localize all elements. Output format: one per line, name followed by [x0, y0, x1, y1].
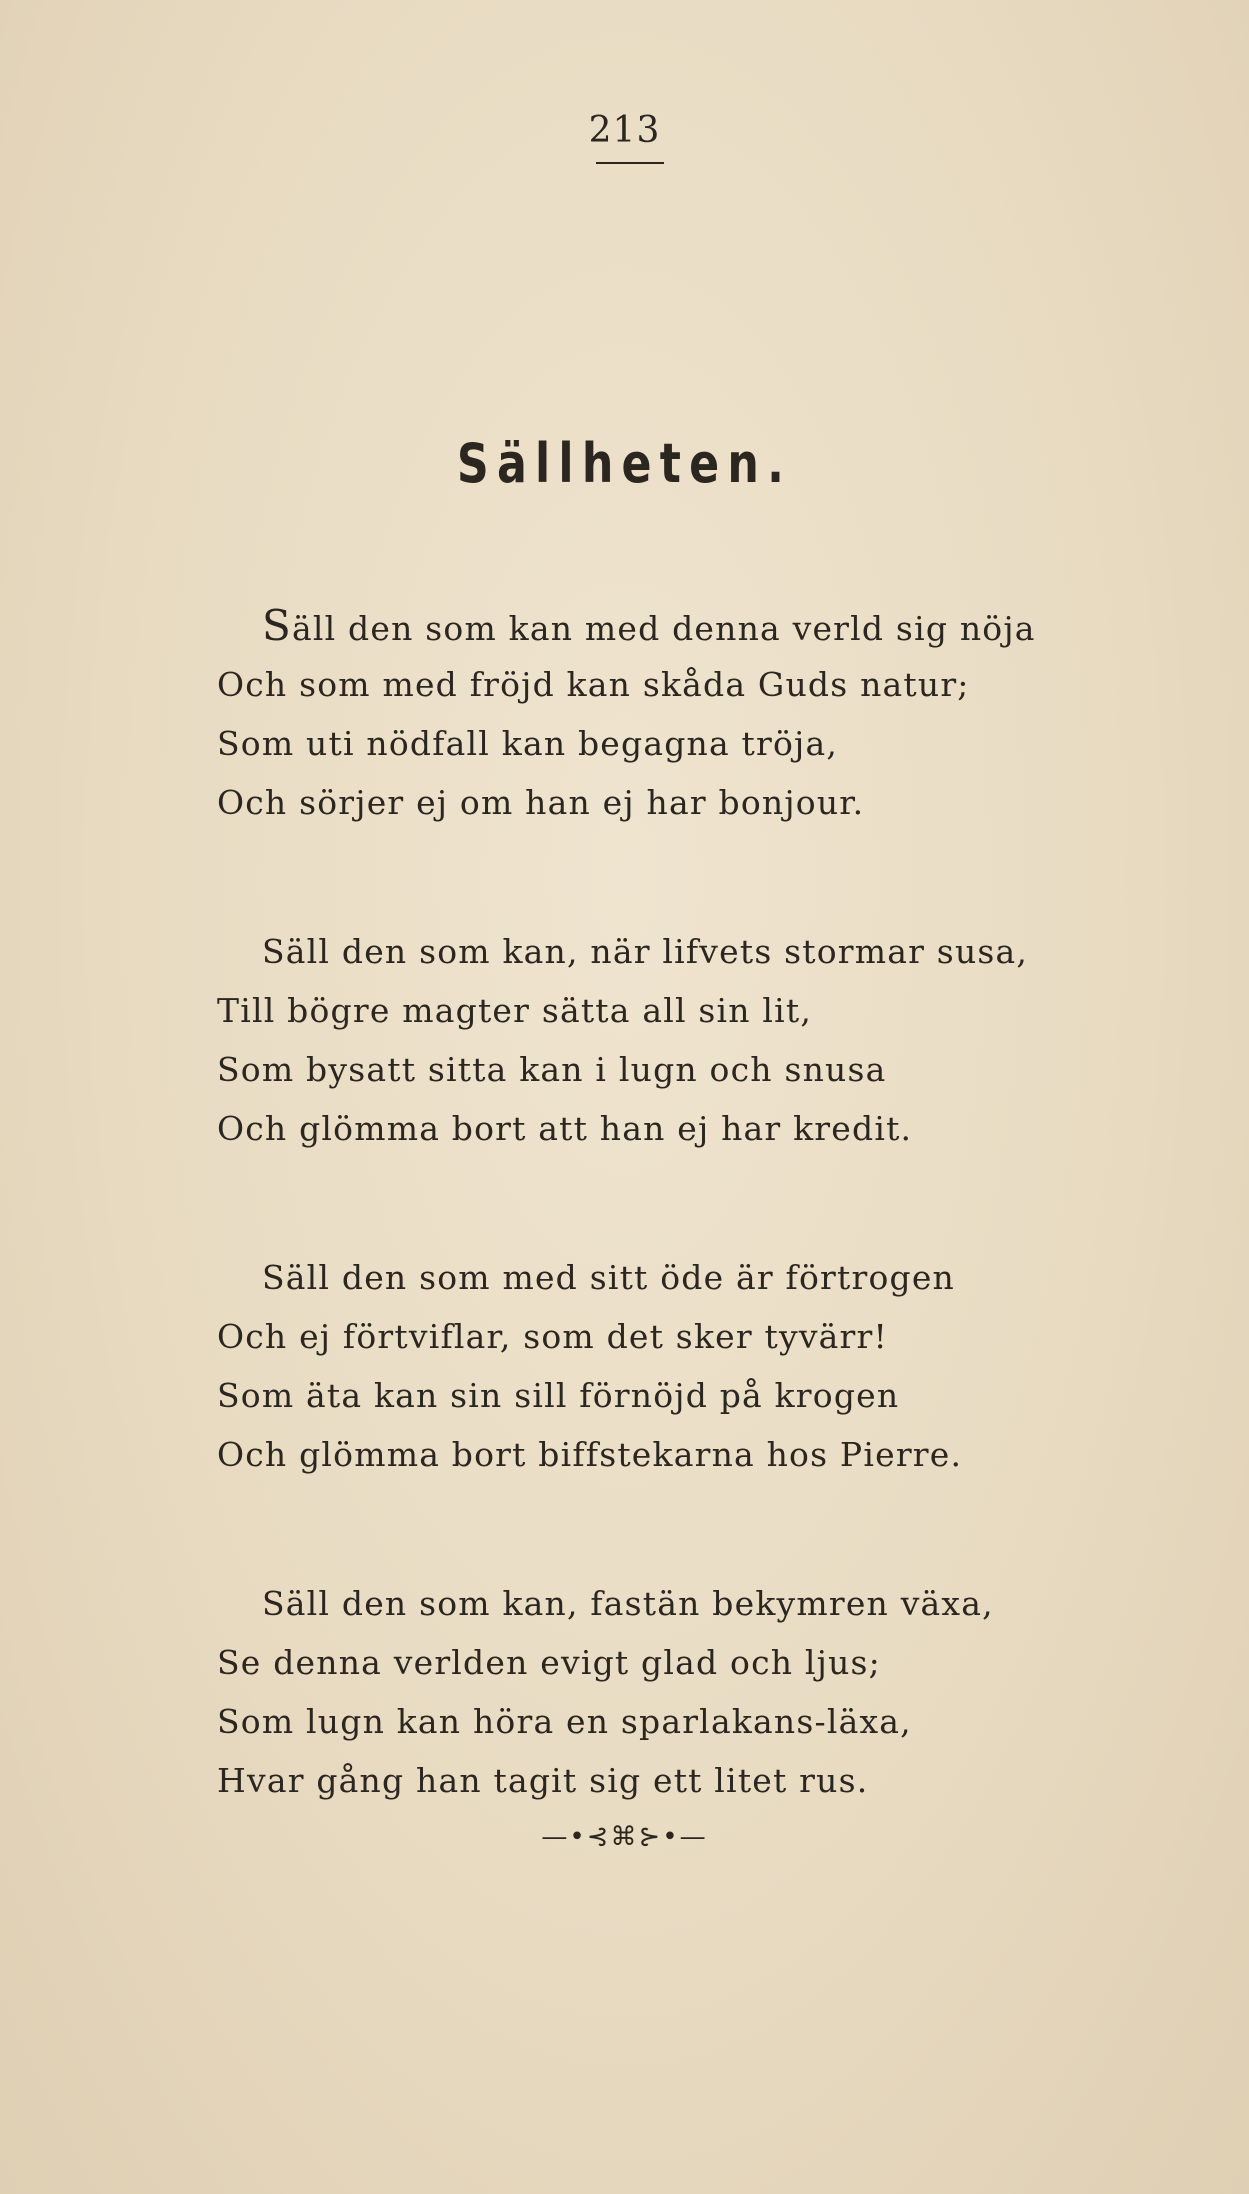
- poem-line: Och glömma bort att han ej har kredit.: [217, 1109, 913, 1148]
- poem-line: Och som med fröjd kan skåda Guds natur;: [217, 665, 970, 704]
- page-number: 213: [588, 110, 661, 151]
- poem-title: Sällheten.: [456, 432, 793, 495]
- page-number-rule: [596, 162, 664, 164]
- stanza-1: [217, 596, 1117, 832]
- poem-line: Säll den som med sitt öde är förtrogen: [262, 1258, 956, 1297]
- poem-line: Till bögre magter sätta all sin lit,: [217, 991, 813, 1030]
- poem-line: Som uti nödfall kan begagna tröja,: [217, 724, 839, 763]
- poem-body: [217, 596, 1117, 1900]
- stanza-2: [217, 922, 1117, 1158]
- poem-line: Och glömma bort biffstekarna hos Pierre.: [217, 1435, 963, 1474]
- poem-line: Som lugn kan höra en sparlakans-läxa,: [217, 1702, 912, 1741]
- poem-line: Och ej förtviflar, som det sker tyvärr!: [217, 1317, 888, 1356]
- stanza-4: [217, 1574, 1117, 1810]
- poem-line: Säll den som kan med denna verld sig nöja: [262, 601, 1036, 650]
- poem-line: Och sörjer ej om han ej har bonjour.: [217, 783, 865, 822]
- poem-line: Som äta kan sin sill förnöjd på krogen: [217, 1376, 900, 1415]
- poem-line: Som bysatt sitta kan i lugn och snusa: [217, 1050, 887, 1089]
- poem-line: Säll den som kan, fastän bekymren växa,: [262, 1584, 994, 1623]
- end-ornament: —•⊰⌘⊱•—: [541, 1822, 708, 1852]
- poem-line: Se denna verlden evigt glad och ljus;: [217, 1643, 882, 1682]
- poem-line: Säll den som kan, när lifvets stormar susa,: [262, 932, 1029, 971]
- stanza-3: [217, 1248, 1117, 1484]
- poem-line: Hvar gång han tagit sig ett litet rus.: [217, 1761, 869, 1800]
